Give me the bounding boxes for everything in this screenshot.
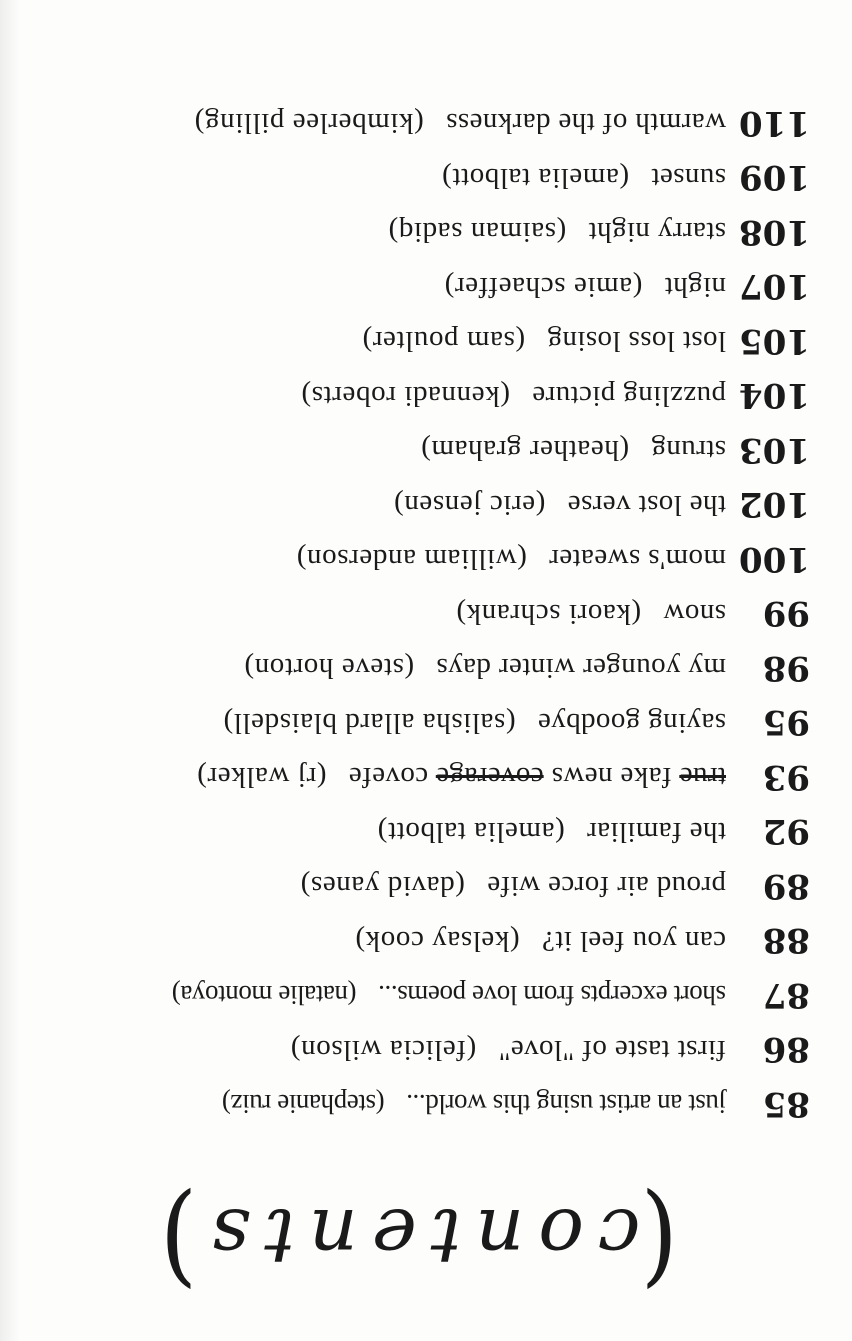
table-of-contents [50,96,810,1132]
toc-entry [50,804,810,859]
title-text: contents [197,1192,641,1281]
toc-entry [50,477,810,532]
toc-entry [50,913,810,968]
entry-author: ( amie schaeffer ) [444,270,642,303]
entry-title: starry night [588,216,726,249]
page-number: 86 [762,1029,810,1070]
entry-author: ( william anderson ) [296,542,527,575]
entry-title: can you feel it? [541,924,726,957]
entry-title: first taste of "love" [498,1033,726,1066]
entry-author: ( steve horton ) [244,651,414,684]
entry-title: my younger winter days [436,652,726,685]
entry-author: ( rj walker ) [197,760,327,793]
title-fragment: covefe [348,761,429,794]
toc-entry [50,532,810,587]
toc-entry [50,205,810,260]
entry-title: warmth of the darkness [445,107,726,140]
toc-entry [50,314,810,369]
page-number: 107 [739,266,810,307]
entry-title: strung [651,434,726,467]
entry-author: ( kimberlee pilling ) [194,106,424,139]
entry-title: proud air force wife [486,870,726,903]
entry-title: mom's sweater [548,543,726,576]
page-number: 89 [762,865,810,906]
title-fragment: fake news [551,761,672,794]
entry-title: lost loss losing [547,325,726,358]
entry-author: ( amelia talbott ) [442,161,630,194]
page-title [158,1178,678,1308]
entry-title: the familiar [586,815,726,848]
toc-entry [50,1022,810,1077]
entry-title: sunset [651,161,726,194]
entry-author: ( david yanes ) [300,869,465,902]
entry-title: the lost verse [567,488,726,521]
title-paren-close: ) [159,1178,198,1308]
page-number: 92 [762,811,810,852]
page-number: 85 [762,1083,810,1124]
toc-entry [50,641,810,696]
entry-author: ( amelia talbott ) [377,815,565,848]
entry-author: ( natalie montoya ) [172,979,356,1010]
entry-title: short excerpts from love poems... [378,980,726,1011]
page-number: 95 [762,702,810,743]
page-number: 87 [762,974,810,1015]
page-number: 110 [739,102,810,143]
page-number: 103 [739,429,810,470]
page-edge-shadow [0,0,20,1341]
entry-author: ( stephanie ruiz ) [222,1088,384,1119]
toc-entry [50,695,810,750]
entry-title [348,760,726,793]
page-number: 100 [739,538,810,579]
title-paren-open: ( [640,1178,678,1308]
page-number: 93 [762,756,810,797]
entry-author: ( salisha allard blaisdell ) [223,706,516,739]
toc-entry [50,750,810,805]
entry-author: ( saiman sadiq ) [388,215,566,248]
entry-author: ( kaori schrank ) [456,597,641,630]
page-number: 102 [739,484,810,525]
page-number: 105 [739,320,810,361]
toc-entry [50,368,810,423]
entry-author: ( sam poulter ) [362,324,525,357]
toc-entry [50,96,810,151]
toc-entry [50,968,810,1023]
page-number: 99 [762,593,810,634]
toc-entry [50,586,810,641]
entry-title: night [664,270,726,303]
entry-author: ( kennadi roberts ) [301,379,510,412]
toc-entry [50,259,810,314]
page-number: 104 [739,375,810,416]
entry-author: ( heather graham ) [421,433,629,466]
entry-author: ( felicia wilson ) [290,1033,476,1066]
toc-entry [50,423,810,478]
page-number: 98 [762,647,810,688]
page-number: 109 [739,157,810,198]
entry-title: snow [663,597,726,630]
page-number: 88 [762,920,810,961]
entry-title: saying goodbye [537,706,726,739]
entry-title: puzzling picture [531,379,726,412]
entry-author: ( eric jensen ) [393,488,545,521]
struck-word: true [679,761,726,794]
toc-entry [50,859,810,914]
entry-title: just an artist using this world... [406,1089,726,1120]
page-number: 108 [739,211,810,252]
toc-entry [50,150,810,205]
entry-author: ( kelsay cook ) [355,924,520,957]
struck-word: coverage [435,761,544,794]
toc-entry [50,1077,810,1132]
